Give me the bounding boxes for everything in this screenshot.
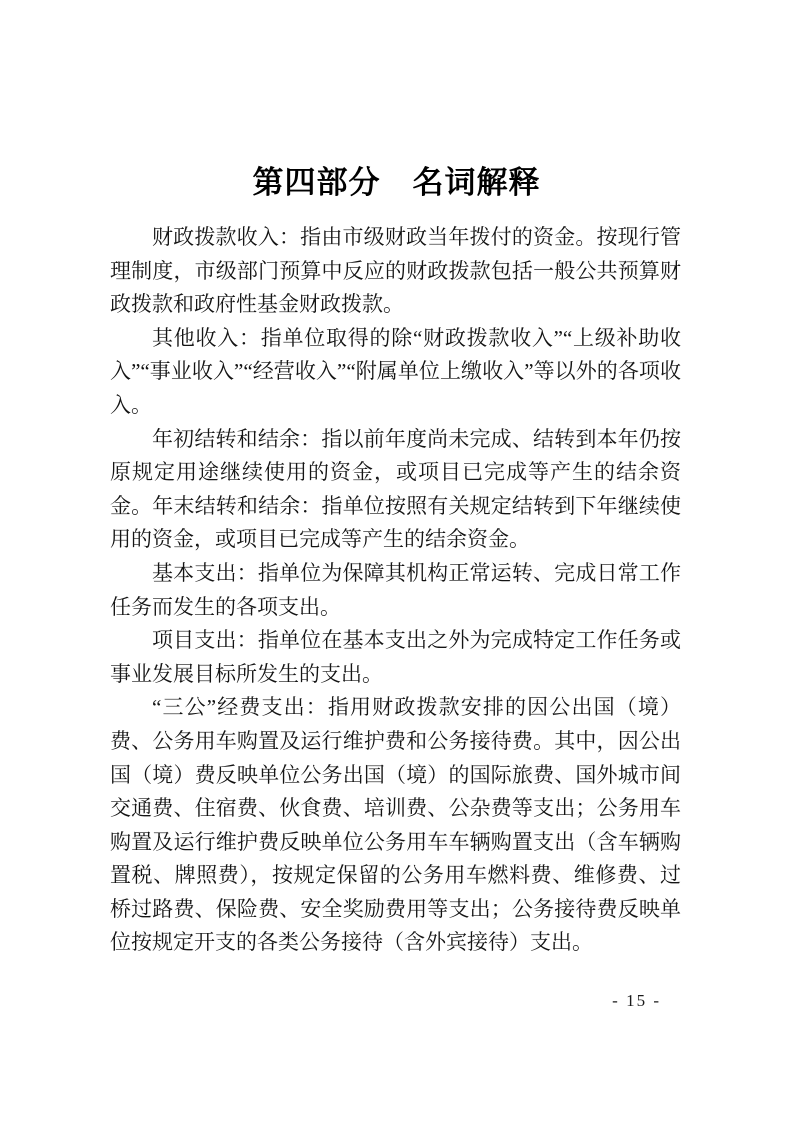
paragraph: 基本支出：指单位为保障其机构正常运转、完成日常工作任务而发生的各项支出。 (110, 560, 681, 619)
page-number: - 15 - (612, 991, 661, 1010)
paragraph: 其他收入：指单位取得的除“财政拨款收入”“上级补助收入”“事业收入”“经营收入”“附属单位上缴收入”等以外的各项收入。 (110, 325, 681, 417)
document-body (110, 221, 681, 960)
paragraph: “三公”经费支出：指用财政拨款安排的因公出国（境）费、公务用车购置及运行维护费和公务接待费。其中，因公出国（境）费反映单位公务出国（境）的国际旅费、国外城市间交通费、住宿费、伙食费、培训费、公杂费等支出；公务用车购置及运行维护费反映单位公务用车车辆购置支出（含车辆购置税、牌照费），按规定保留的公务用车燃料费、维修费、过桥过路费、保险费、安全奖励费用等支出；公务接待费反映单位按规定开支的各类公务接待（含外宾接待）支出。 (110, 695, 681, 955)
paragraph: 财政拨款收入：指由市级财政当年拨付的资金。按现行管理制度，市级部门预算中反应的财政拨款包括一般公共预算财政拨款和政府性基金财政拨款。 (110, 225, 681, 317)
paragraph: 项目支出：指单位在基本支出之外为完成特定工作任务或事业发展目标所发生的支出。 (110, 628, 681, 686)
page-title: 第四部分 名词解释 (252, 164, 541, 200)
paragraph: 年初结转和结余：指以前年度尚未完成、结转到本年仍按原规定用途继续使用的资金，或项目已完成等产生的结余资金。年末结转和结余：指单位按照有关规定结转到下年继续使用的资金，或项目已完成等产生的结余资金。 (110, 426, 681, 552)
